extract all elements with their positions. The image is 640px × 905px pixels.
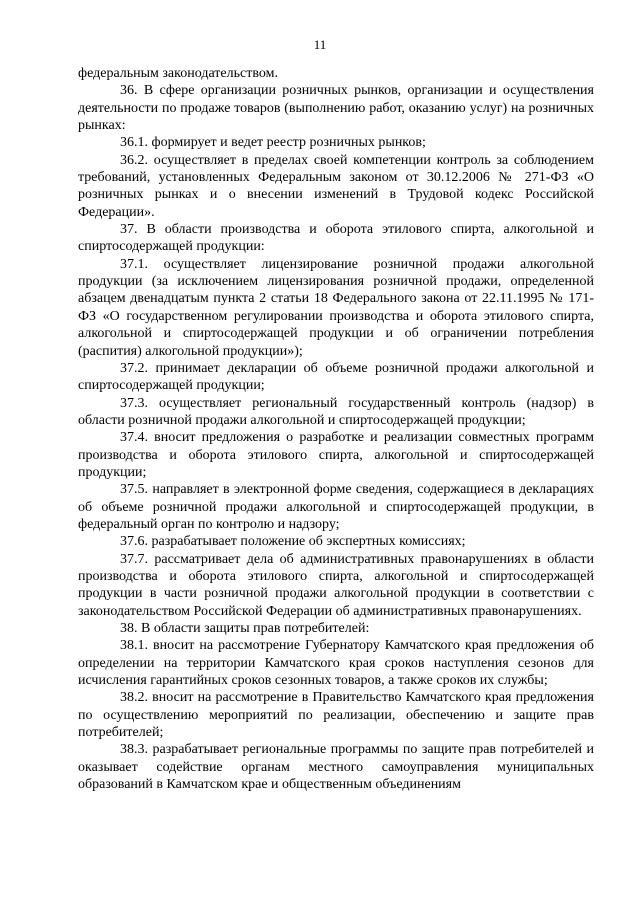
paragraph-38-1: 38.1. вносит на рассмотрение Губернатору Камчатского края предложения об определении на территории Камчатского края сроков наступления сезонов для исчисления гарантийных сроков сезонных товаров, а также сроков их службы; — [78, 638, 594, 689]
paragraph-37: 37. В области производства и оборота этилового спирта, алкогольной и спиртосодержащей продукции: — [78, 222, 594, 255]
paragraph-37-5: 37.5. направляет в электронной форме сведения, содержащиеся в декларациях об объеме розничной продажи алкогольной и спиртосодержащей продукции, в федеральный орган по контролю и надзору; — [78, 482, 594, 532]
paragraph-38-2: 38.2. вносит на рассмотрение в Правительство Камчатского края предложения по осуществлению мероприятий по реализации, обеспечению и защите прав потребителей; — [78, 690, 594, 741]
paragraph-37-2: 37.2. принимает декларации об объеме розничной продажи алкогольной и спиртосодержащей продукции; — [78, 360, 594, 394]
paragraph-36: 36. В сфере организации розничных рынков, организации и осуществления деятельности по продаже товаров (выполнению работ, оказанию услуг) на розничных рынках: — [78, 83, 594, 134]
paragraph-continuation: федеральным законодательством. — [78, 66, 278, 81]
paragraph-37-6: 37.6. разрабатывает положение об экспертных комиссиях; — [120, 534, 466, 550]
paragraph-38: 38. В области защиты прав потребителей: — [120, 621, 370, 636]
page-number: 11 — [313, 37, 327, 52]
paragraph-36-1: 36.1. формирует и ведет реестр розничных рынков; — [120, 135, 426, 151]
paragraph-37-4: 37.4. вносит предложения о разработке и реализации совместных программ производства и оборота этилового спирта, алкогольной и спиртосодержащей продукции; — [78, 430, 594, 480]
document-body — [78, 65, 594, 793]
paragraph-38-3: 38.3. разрабатывает региональные программы по защите прав потребителей и оказывает содействие органам местного самоуправления муниципальных образований в Камчатском крае и общественным объединениям — [78, 742, 594, 793]
paragraph-37-3: 37.3. осуществляет региональный государственный контроль (надзор) в области розничной продажи алкогольной и спиртосодержащей продукции; — [78, 395, 594, 428]
paragraph-37-7: 37.7. рассматривает дела об административных правонарушениях в области производства и оборота этилового спирта, алкогольной и спиртосодержащей продукции в части розничной продажи алкогольной продукции в соответствии с законодательством Российской Федерации об административных правонарушениях. — [78, 551, 594, 619]
paragraph-37-1: 37.1. осуществляет лицензирование розничной продажи алкогольной продукции (за исключением лицензирования розничной продажи, определенной абзацем двенадцатым пункта 2 статьи 18 Федерального закона от 22.11.1995 № 171-ФЗ «О государственном регулировании производства и оборота этилового спирта, алкогольной и спиртосодержащей продукции и об ограничении потребления (распития) алкогольной продукции»); — [78, 256, 594, 359]
paragraph-36-2: 36.2. осуществляет в пределах своей компетенции контроль за соблюдением требований, установленных Федеральным законом от 30.12.2006 № 271-ФЗ «О розничных рынках и о внесении изменений в Трудовой кодекс Российской Федерации». — [78, 152, 594, 220]
